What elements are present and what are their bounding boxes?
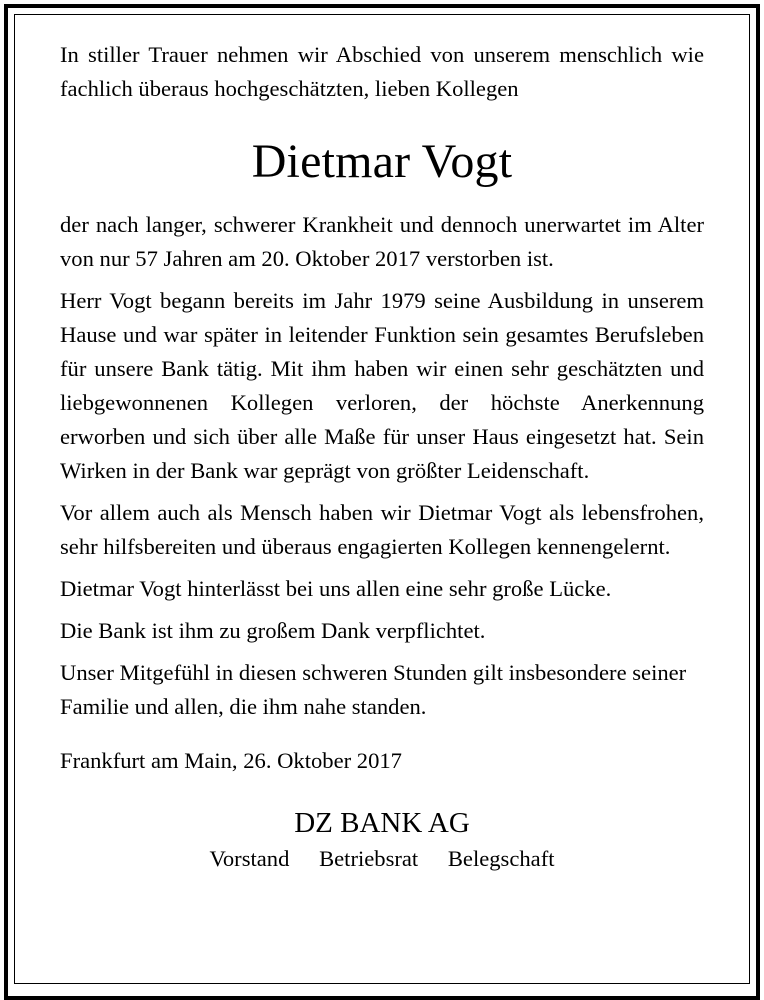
career-paragraph: Herr Vogt begann bereits im Jahr 1979 seine Ausbildung in unserem Hause und war später in leitender Funktion sein gesamtes Berufsleben für unsere Bank tätig. Mit ihm haben wir einen sehr geschätzten und liebgewonnenen Kollegen verloren, der höchste Anerkennung erworben und sich über alle Maße für unser Haus eingesetzt hat. Sein Wirken in der Bank war geprägt von größter Leidenschaft. xyxy=(60,288,704,483)
obituary-notice xyxy=(60,38,704,876)
gratitude-paragraph: Die Bank ist ihm zu großem Dank verpflichtet. xyxy=(60,618,486,643)
signer-staff: Belegschaft xyxy=(447,846,555,871)
death-details-paragraph: der nach langer, schwerer Krankheit und dennoch unerwartet im Alter von nur 57 Jahren am 20. Oktober 2017 verstorben ist. xyxy=(60,212,704,271)
place-date: Frankfurt am Main, 26. Oktober 2017 xyxy=(60,748,402,773)
signers-line xyxy=(60,842,704,876)
signature-block xyxy=(60,806,704,876)
character-paragraph: Vor allem auch als Mensch haben wir Dietmar Vogt als lebensfrohen, sehr hilfsbereiten und überaus engagierten Kollegen kennengelernt. xyxy=(60,500,704,559)
company-name: DZ BANK AG xyxy=(294,807,470,839)
intro-text: In stiller Trauer nehmen wir Abschied von unserem menschlich wie fachlich überaus hochgeschätzten, lieben Kollegen xyxy=(60,42,704,101)
condolence-paragraph: Unser Mitgefühl in diesen schweren Stunden gilt insbesondere seiner Familie und allen, die ihm nahe standen. xyxy=(60,660,687,719)
signer-works-council: Betriebsrat xyxy=(319,846,419,871)
deceased-name: Dietmar Vogt xyxy=(251,135,513,188)
loss-paragraph: Dietmar Vogt hinterlässt bei uns allen eine sehr große Lücke. xyxy=(60,576,612,601)
signer-board: Vorstand xyxy=(209,846,290,871)
